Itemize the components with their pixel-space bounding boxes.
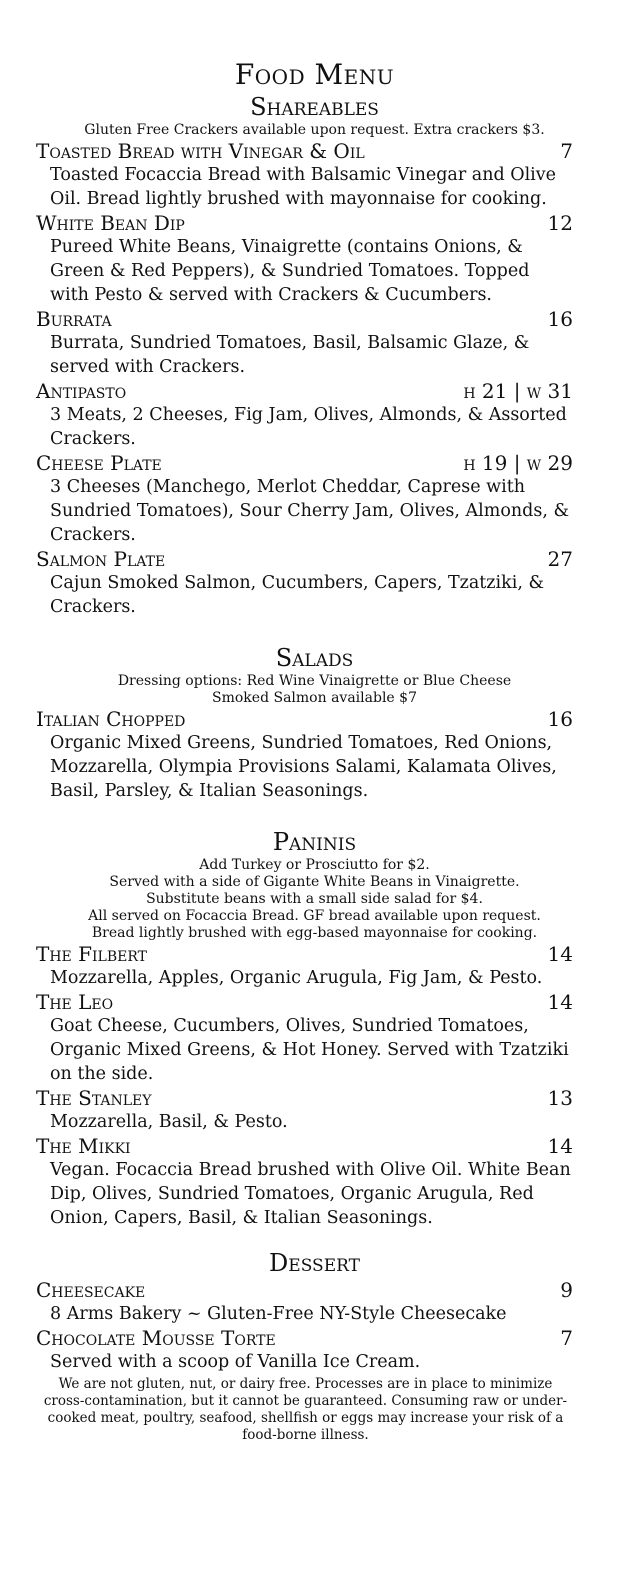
item-price: h 19 | w 29 bbox=[463, 451, 573, 475]
item-name: Antipasto bbox=[36, 379, 127, 403]
menu-item bbox=[36, 1134, 573, 1230]
item-name: Burrata bbox=[36, 307, 112, 331]
item-description: Organic Mixed Greens, Sundried Tomatoes, Red Onions, Mozzarella, Olympia Provisions Salami, Kalamata Olives, Basil, Parsley, & Italian Seasonings. bbox=[50, 733, 557, 801]
item-description: 3 Meats, 2 Cheeses, Fig Jam, Olives, Almonds, & Assorted Crackers. bbox=[50, 405, 567, 449]
item-name: Cheesecake bbox=[36, 1278, 146, 1302]
section-title-shareables: Shareables bbox=[250, 93, 379, 121]
menu-item bbox=[36, 379, 573, 451]
item-description: 3 Cheeses (Manchego, Merlot Cheddar, Caprese with Sundried Tomatoes), Sour Cherry Jam, Olives, Almonds, & Crackers. bbox=[50, 477, 570, 545]
item-name: The Mikki bbox=[36, 1134, 131, 1158]
item-description: Mozzarella, Apples, Organic Arugula, Fig Jam, & Pesto. bbox=[50, 968, 543, 988]
page-title: Food Menu bbox=[234, 58, 395, 91]
item-price: 12 bbox=[547, 211, 573, 235]
menu-item bbox=[36, 307, 573, 379]
menu-item bbox=[36, 451, 573, 547]
paninis-note: All served on Focaccia Bread. GF bread available upon request. bbox=[88, 908, 541, 924]
section-title-salads: Salads bbox=[275, 644, 354, 672]
paninis-note: Add Turkey or Prosciutto for $2. bbox=[199, 857, 430, 873]
item-description: Mozzarella, Basil, & Pesto. bbox=[50, 1112, 288, 1132]
item-name: The Stanley bbox=[36, 1086, 152, 1110]
paninis-note: Served with a side of Gigante White Beans in Vinaigrette. bbox=[109, 874, 520, 890]
paninis-note: Substitute beans with a small side salad for $4. bbox=[146, 891, 483, 907]
item-price: 9 bbox=[560, 1278, 573, 1302]
item-price: 13 bbox=[547, 1086, 573, 1110]
item-description: Goat Cheese, Cucumbers, Olives, Sundried Tomatoes, Organic Mixed Greens, & Hot Honey. Served with Tzatziki on the side. bbox=[50, 1016, 569, 1084]
section-title-dessert: Dessert bbox=[269, 1249, 360, 1277]
item-price: h 21 | w 31 bbox=[463, 379, 573, 403]
item-name: White Bean Dip bbox=[36, 211, 185, 235]
menu-item bbox=[36, 1086, 573, 1134]
salads-note: Smoked Salmon available $7 bbox=[212, 690, 417, 706]
item-price: 7 bbox=[560, 139, 573, 163]
menu-item bbox=[36, 707, 573, 803]
menu-item bbox=[36, 1326, 573, 1374]
item-price: 14 bbox=[547, 990, 573, 1014]
item-name: Toasted Bread with Vinegar & Oil bbox=[36, 139, 365, 163]
item-description: Burrata, Sundried Tomatoes, Basil, Balsamic Glaze, & served with Crackers. bbox=[50, 333, 530, 377]
item-name: Salmon Plate bbox=[36, 547, 166, 571]
item-name: Chocolate Mousse Torte bbox=[36, 1326, 276, 1350]
item-description: Cajun Smoked Salmon, Cucumbers, Capers, Tzatziki, & Crackers. bbox=[50, 573, 545, 617]
item-price: 7 bbox=[560, 1326, 573, 1350]
item-price: 16 bbox=[547, 707, 573, 731]
menu-item bbox=[36, 139, 573, 211]
allergy-disclaimer: We are not gluten, nut, or dairy free. Processes are in place to minimize cross-contamination, but it cannot be guaranteed. Consuming raw or under-cooked meat, poultry, seafood, shellfish or eggs may increase your risk of a food-borne illness. bbox=[43, 1376, 568, 1443]
item-name: Italian Chopped bbox=[36, 707, 186, 731]
item-description: 8 Arms Bakery ~ Gluten-Free NY-Style Cheesecake bbox=[50, 1304, 507, 1324]
section-title-paninis: Paninis bbox=[272, 828, 357, 856]
item-price: 14 bbox=[547, 1134, 573, 1158]
item-price: 16 bbox=[547, 307, 573, 331]
menu-item bbox=[36, 1278, 573, 1326]
shareables-note: Gluten Free Crackers available upon request. Extra crackers $3. bbox=[84, 122, 545, 138]
menu-item bbox=[36, 547, 573, 619]
item-description: Vegan. Focaccia Bread brushed with Olive Oil. White Bean Dip, Olives, Sundried Tomatoes, Organic Arugula, Red Onion, Capers, Basil, & Italian Seasonings. bbox=[50, 1160, 571, 1228]
item-name: The Leo bbox=[36, 990, 114, 1014]
paninis-note: Bread lightly brushed with egg-based mayonnaise for cooking. bbox=[91, 925, 538, 941]
menu-item bbox=[36, 211, 573, 307]
item-description: Served with a scoop of Vanilla Ice Cream. bbox=[50, 1352, 421, 1372]
menu-item bbox=[36, 990, 573, 1086]
item-description: Pureed White Beans, Vinaigrette (contains Onions, & Green & Red Peppers), & Sundried Tomatoes. Topped with Pesto & served with Crackers & Cucumbers. bbox=[50, 237, 530, 305]
item-description: Toasted Focaccia Bread with Balsamic Vinegar and Olive Oil. Bread lightly brushed with mayonnaise for cooking. bbox=[50, 165, 557, 209]
item-price: 27 bbox=[547, 547, 573, 571]
menu-item bbox=[36, 942, 573, 990]
item-name: Cheese Plate bbox=[36, 451, 162, 475]
salads-note: Dressing options: Red Wine Vinaigrette or Blue Cheese bbox=[117, 673, 512, 689]
item-name: The Filbert bbox=[36, 942, 147, 966]
item-price: 14 bbox=[547, 942, 573, 966]
